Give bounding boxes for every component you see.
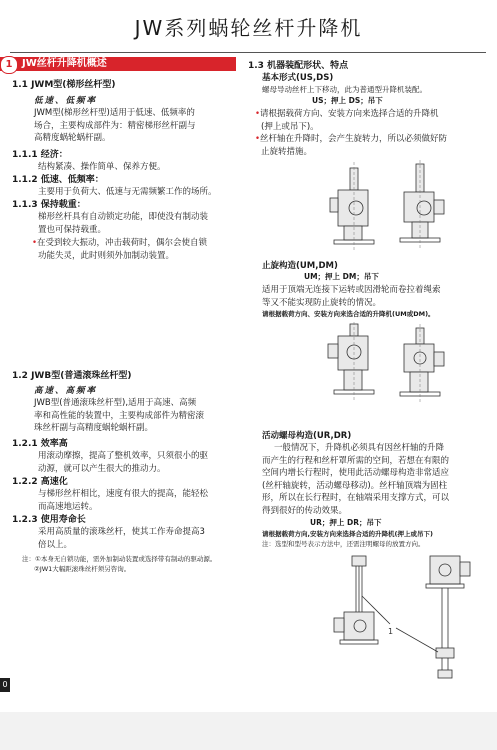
- anti-rotation-text: 适用于顶端无连接下运转或因滑轮而卷拉着绳索 等又不能实现防止旋转的情况。: [262, 285, 441, 308]
- bullet-dot: •: [255, 134, 261, 144]
- basic-form-text: 螺母导动丝杆上下移动，此为普通型升降机装配。: [262, 85, 427, 94]
- anti-rotation-labels: UM；押上 DM；吊下: [304, 272, 379, 281]
- basic-form-bullet-2: •丝杆轴在升降时，会产生旋转力，所以必须做好防 止旋转措施。: [255, 134, 448, 157]
- jwb-tagline: 高速、高频率: [34, 386, 98, 396]
- assembly-heading: 1.3 机器装配形状、特点: [248, 61, 349, 71]
- jwb-feature-3-title: 1.2.3 使用寿命长: [12, 515, 86, 525]
- jwb-notes: 注：①本身无自锁功能，需外加制动装置或选择带有制动的驱动源。 ②JW1大幅距滚珠丝杆须另咨询。: [22, 555, 217, 573]
- jwm-feature-3-text: 梯形丝杆具有自动锁定功能，即使没有制动装 置也可保持载重。: [38, 212, 209, 235]
- page-title: JW系列蜗轮丝杆升降机: [134, 16, 363, 40]
- jwm-feature-2-text: 主要用于负荷大、低速与无需频繁工作的场所。: [38, 187, 217, 197]
- jwm-tagline: 低速、低频率: [34, 96, 98, 106]
- jwm-feature-1-text: 结构紧凑、操作简单、保养方便。: [38, 162, 166, 172]
- title-divider: [10, 52, 486, 53]
- jwm-heading: 1.1 JWM型(梯形丝杆型): [12, 80, 116, 90]
- jwb-feature-2-title: 1.2.2 高速化: [12, 477, 68, 487]
- jwb-heading: 1.2 JWB型(普通滚珠丝杆型): [12, 371, 132, 381]
- jwb-feature-3-text: 采用高质量的滚珠丝杆，使其工作寿命提高3 倍以上。: [38, 527, 205, 550]
- anti-rotation-heading: 止旋构造(UM,DM): [262, 261, 338, 271]
- basic-form-bullet-1: •请根据载荷方向、安装方向来选择合适的升降机 (押上或吊下)。: [255, 109, 439, 132]
- jwm-feature-3-bullet: •在受到较大振动，冲击载荷时，偶尔会使自锁 功能失灵，此时则须外加制动装置。: [32, 238, 208, 261]
- basic-form-heading: 基本形式(US,DS): [262, 73, 334, 83]
- moving-nut-heading: 活动螺母构造(UR,DR): [262, 431, 352, 441]
- jwm-feature-2-title: 1.1.2 低速、低频率：: [12, 175, 104, 185]
- svg-text:1: 1: [388, 627, 394, 636]
- jwb-feature-2-text: 与梯形丝杆相比，速度有很大的提高，能轻松 而高速地运转。: [38, 489, 209, 512]
- section-title: JW丝杆升降机概述: [22, 58, 107, 69]
- moving-nut-text: 一般情况下，升降机必须具有因丝杆轴的升降 而产生的行程和丝杆罩所需的空间，若想在有限的 空间内增长行程时，使用此活动螺母构造非常适应 (丝杆轴旋转，活动螺母移动)。丝杆轴顶端为固柱 形，所以在长行程时，在轴端采用支撑方式，可以 得到很好的传动效果。: [262, 443, 450, 516]
- jwm-feature-3-title: 1.1.3 保持载重：: [12, 200, 86, 210]
- bullet-dot: •: [255, 109, 261, 119]
- moving-nut-labels: UR；押上 DR；吊下: [310, 518, 382, 527]
- basic-form-labels: US；押上 DS；吊下: [312, 96, 383, 105]
- jwb-feature-1-text: 用滚动摩擦，提高了整机效率，只须很小的驱 动源，就可以产生很大的推动力。: [38, 451, 209, 474]
- moving-nut-note-1: 请根据载荷方向,安装方向来选择合适的升降机(押上或吊下): [262, 530, 433, 538]
- jwm-intro: JWM型(梯形丝杆型)适用于低速、低频率的 场合，主要构成部件为：精密梯形丝杆副与 高精度蜗轮蜗杆副。: [34, 108, 196, 143]
- moving-nut-note-2: 注：选型和型号表示方法中，还需注明螺母的放置方向。: [262, 540, 425, 548]
- page-number: 0: [0, 678, 10, 692]
- anti-rotation-note: 请根据载荷方向、安装方向来选合适的升降机(UM或DM)。: [262, 310, 435, 318]
- jwm-feature-1-title: 1.1.1 经济：: [12, 150, 68, 160]
- anti-rotation-diagram: [320, 322, 470, 406]
- basic-form-diagram: [320, 160, 470, 252]
- bullet-dot: •: [32, 238, 38, 248]
- moving-nut-diagram: [300, 552, 480, 682]
- bottom-margin: [0, 712, 497, 750]
- jwb-intro: JWB型(普通滚珠丝杆型),适用于高速、高频 率和高性能的装置中，主要构成部件为精密滚 珠丝杆副与高精度蜗轮蜗杆副。: [34, 398, 205, 433]
- jwb-feature-1-title: 1.2.1 效率高: [12, 439, 68, 449]
- section-number: 1: [0, 56, 18, 74]
